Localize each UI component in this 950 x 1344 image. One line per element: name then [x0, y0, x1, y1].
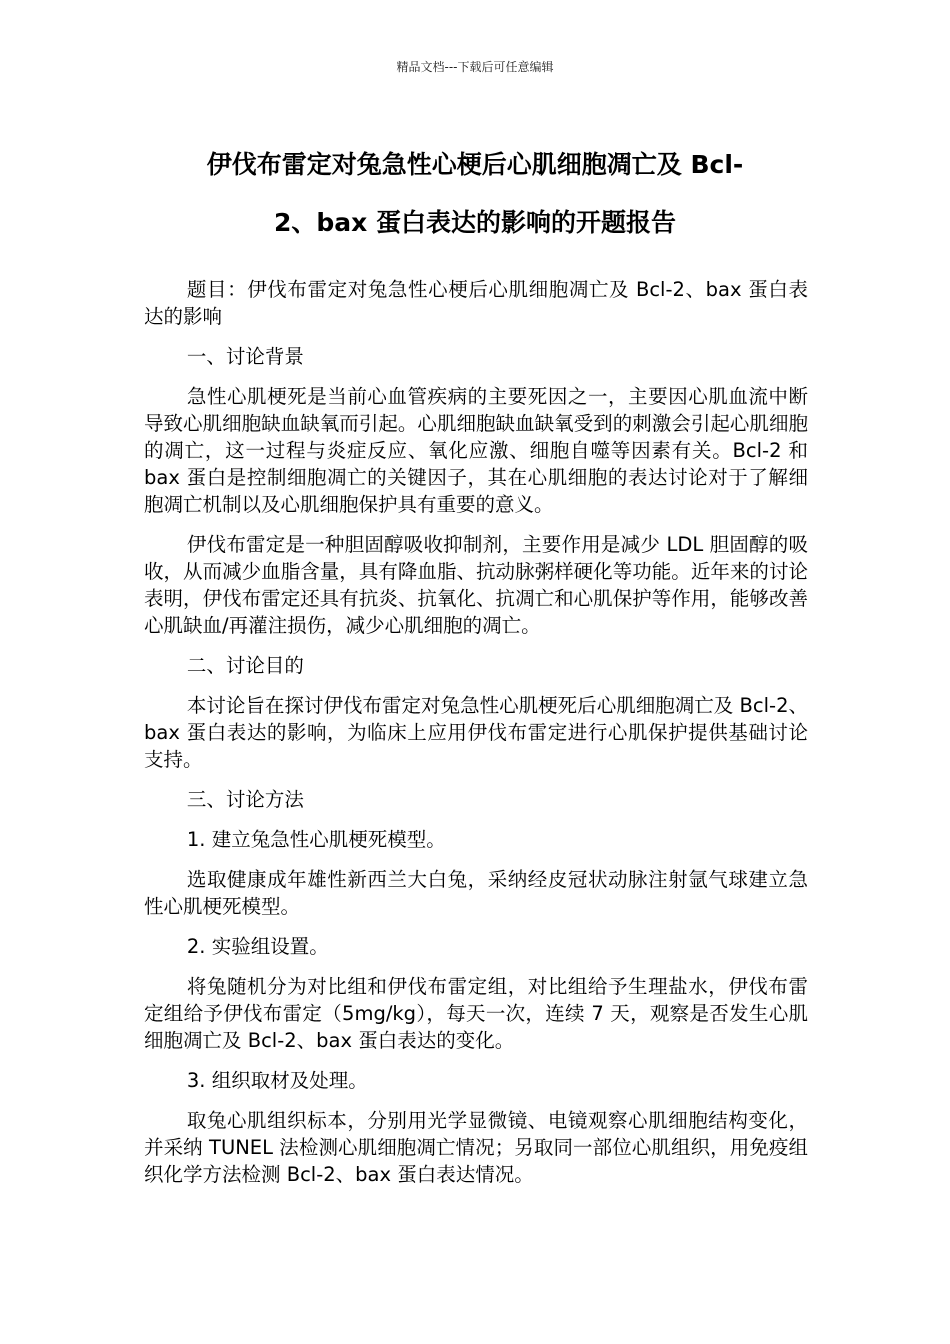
method-step-heading: 3. 组织取材及处理。 — [186, 1069, 368, 1092]
header-note: 精品文档---下载后可任意编辑 — [396, 60, 554, 74]
title-line-2: 2、bax 蛋白表达的影响的开题报告 — [274, 208, 676, 237]
title-line-1: 伊伐布雷定对兔急性心梗后心肌细胞凋亡及 Bcl- — [206, 150, 744, 179]
section-heading-purpose: 二、讨论目的 — [186, 654, 304, 677]
paragraph: 取兔心肌组织标本，分别用光学显微镜、电镜观察心肌细胞结构变化，并采纳 TUNEL 法检测心肌细胞凋亡情况；另取同一部位心肌组织，用免疫组织化学方法检测 Bcl-2、bax 蛋白表达情况。 — [144, 1109, 808, 1186]
document-title — [150, 136, 800, 252]
paragraph: 选取健康成年雄性新西兰大白兔，采纳经皮冠状动脉注射氩气球建立急性心肌梗死模型。 — [144, 868, 808, 918]
document-body — [144, 276, 808, 1201]
paragraph: 急性心肌梗死是当前心血管疾病的主要死因之一，主要因心肌血流中断导致心肌细胞缺血缺氧而引起。心肌细胞缺血缺氧受到的刺激会引起心肌细胞的凋亡，这一过程与炎症反应、氧化应激、细胞自噬等因素有关。Bcl-2 和 bax 蛋白是控制细胞凋亡的关键因子，其在心肌细胞的表达讨论对于了解细胞凋亡机制以及心肌细胞保护具有重要的意义。 — [144, 385, 808, 516]
section-heading-methods: 三、讨论方法 — [186, 788, 304, 811]
paragraph: 伊伐布雷定是一种胆固醇吸收抑制剂，主要作用是减少 LDL 胆固醇的吸收，从而减少血脂含量，具有降血脂、抗动脉粥样硬化等功能。近年来的讨论表明，伊伐布雷定还具有抗炎、抗氧化、抗凋亡和心肌保护等作用，能够改善心肌缺血/再灌注损伤，减少心肌细胞的凋亡。 — [144, 533, 808, 637]
paragraph: 将兔随机分为对比组和伊伐布雷定组，对比组给予生理盐水，伊伐布雷定组给予伊伐布雷定（5mg/kg），每天一次，连续 7 天，观察是否发生心肌细胞凋亡及 Bcl-2、bax 蛋白表达的变化。 — [144, 975, 808, 1052]
method-step-heading: 2. 实验组设置。 — [186, 935, 329, 958]
section-heading-background: 一、讨论背景 — [186, 345, 304, 368]
method-step-heading: 1. 建立兔急性心肌梗死模型。 — [186, 828, 446, 851]
topic-paragraph: 题目：伊伐布雷定对兔急性心梗后心肌细胞凋亡及 Bcl-2、bax 蛋白表达的影响 — [144, 278, 808, 328]
paragraph: 本讨论旨在探讨伊伐布雷定对兔急性心肌梗死后心肌细胞凋亡及 Bcl-2、bax 蛋白表达的影响，为临床上应用伊伐布雷定进行心肌保护提供基础讨论支持。 — [144, 694, 808, 771]
